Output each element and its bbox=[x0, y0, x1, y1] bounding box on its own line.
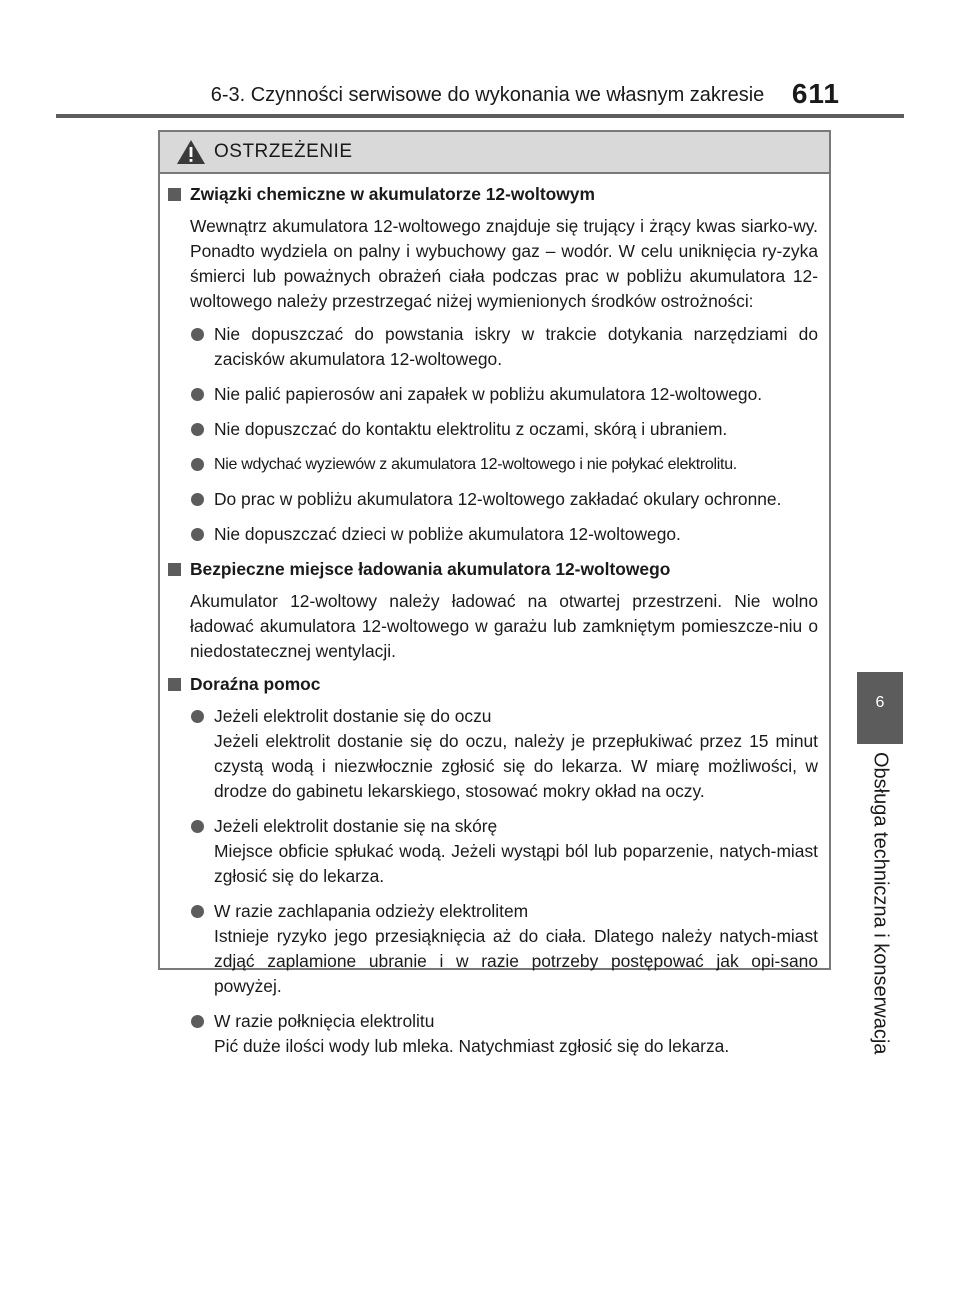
section-intro: Wewnątrz akumulatora 12-woltowego znajduje się trujący i żrący kwas siarko-wy. Ponadto wydziela on palny i wybuchowy gaz – wodór. W celu uniknięcia ry-zyka śmierci lub poważnych obrażeń ciała podczas prac w pobliżu akumulatora 12-woltowego należy przestrzegać niżej wymienionych środków ostrożności: bbox=[190, 216, 818, 311]
list-item bbox=[191, 452, 818, 477]
list-item-text: Nie dopuszczać dzieci w pobliże akumulatora 12-woltowego. bbox=[214, 524, 681, 544]
warning-title: OSTRZEŻENIE bbox=[214, 141, 353, 162]
round-bullet-icon bbox=[191, 493, 204, 506]
round-bullet-icon bbox=[191, 1015, 204, 1028]
round-bullet-icon bbox=[191, 423, 204, 436]
header-rule bbox=[56, 114, 904, 118]
round-bullet-icon bbox=[191, 820, 204, 833]
list-item-title: W razie zachlapania odzieży elektrolitem bbox=[214, 901, 529, 921]
list-item bbox=[191, 417, 818, 442]
list-item-title: Jeżeli elektrolit dostanie się na skórę bbox=[214, 816, 498, 836]
list-item bbox=[191, 487, 818, 512]
list-item-body bbox=[214, 704, 818, 804]
list-item-text: Miejsce obficie spłukać wodą. Jeżeli wystąpi ból lub poparzenie, natych-miast zgłosić się do lekarza. bbox=[214, 841, 818, 886]
square-bullet-icon bbox=[168, 188, 181, 201]
heading-text: Bezpieczne miejsce ładowania akumulatora 12-woltowego bbox=[190, 559, 671, 579]
list-item-text: Istnieje ryzyko jego przesiąknięcia aż do ciała. Dlatego należy natych-miast zdjąć zaplamione ubranie i w razie potrzeby postępować jak opi-sano powyżej. bbox=[214, 926, 818, 996]
round-bullet-icon bbox=[191, 328, 204, 341]
list-item bbox=[191, 899, 818, 999]
page-header bbox=[0, 78, 840, 110]
section-title: 6-3. Czynności serwisowe do wykonania we własnym zakresie bbox=[210, 84, 765, 106]
list-item-title: Jeżeli elektrolit dostanie się do oczu bbox=[214, 706, 492, 726]
list-item-text: Nie wdychać wyziewów z akumulatora 12-woltowego i nie połykać elektrolitu. bbox=[214, 456, 737, 473]
list-item-text: Do prac w pobliżu akumulatora 12-woltowego zakładać okulary ochronne. bbox=[214, 489, 782, 509]
list-item-text: Pić duże ilości wody lub mleka. Natychmiast zgłosić się do lekarza. bbox=[214, 1036, 730, 1056]
heading-text: Związki chemiczne w akumulatorze 12-woltowym bbox=[190, 184, 595, 204]
page-number: 611 bbox=[791, 78, 840, 109]
list-item bbox=[191, 814, 818, 889]
chapter-number: 6 bbox=[875, 694, 885, 711]
section-heading bbox=[166, 182, 818, 207]
heading-text: Doraźna pomoc bbox=[190, 674, 321, 694]
round-bullet-icon bbox=[191, 528, 204, 541]
round-bullet-icon bbox=[191, 710, 204, 723]
list-item bbox=[191, 704, 818, 804]
list-item-text: Nie palić papierosów ani zapałek w pobliżu akumulatora 12-woltowego. bbox=[214, 384, 763, 404]
list-item bbox=[191, 382, 818, 407]
list-item bbox=[191, 1009, 818, 1059]
warning-triangle-icon bbox=[176, 139, 206, 165]
list-item-title: W razie połknięcia elektrolitu bbox=[214, 1011, 435, 1031]
list-item-body bbox=[214, 1009, 818, 1059]
chapter-title: Obsługa techniczna i konserwacja bbox=[869, 752, 892, 1055]
list-item-body bbox=[214, 814, 818, 889]
warning-content bbox=[166, 182, 818, 1069]
list-item bbox=[191, 522, 818, 547]
warning-box bbox=[158, 130, 831, 1056]
round-bullet-icon bbox=[191, 905, 204, 918]
section-heading bbox=[166, 672, 818, 697]
list-item-body bbox=[214, 899, 818, 999]
chapter-tab bbox=[857, 672, 903, 744]
square-bullet-icon bbox=[168, 563, 181, 576]
square-bullet-icon bbox=[168, 678, 181, 691]
list-item-text: Nie dopuszczać do powstania iskry w trakcie dotykania narzędziami do zacisków akumulatora 12-woltowego. bbox=[214, 324, 818, 369]
list-item-text: Nie dopuszczać do kontaktu elektrolitu z oczami, skórą i ubraniem. bbox=[214, 419, 728, 439]
round-bullet-icon bbox=[191, 388, 204, 401]
chapter-side-title bbox=[857, 752, 903, 1055]
section-heading bbox=[166, 557, 818, 582]
section-intro: Akumulator 12-woltowy należy ładować na otwartej przestrzeni. Nie wolno ładować akumulatora 12-woltowego w garażu lub zamkniętym pomieszcze-niu o niedostatecznej wentylacji. bbox=[190, 591, 818, 661]
round-bullet-icon bbox=[191, 458, 204, 471]
list-item bbox=[191, 322, 818, 372]
list-item-text: Jeżeli elektrolit dostanie się do oczu, należy je przepłukiwać przez 15 minut czystą wodą i niezwłocznie zgłosić się do lekarza. W miarę możliwości, w drodze do gabinetu lekarskiego, stosować mokry okład na oczy. bbox=[214, 731, 818, 801]
warning-header bbox=[160, 132, 829, 174]
